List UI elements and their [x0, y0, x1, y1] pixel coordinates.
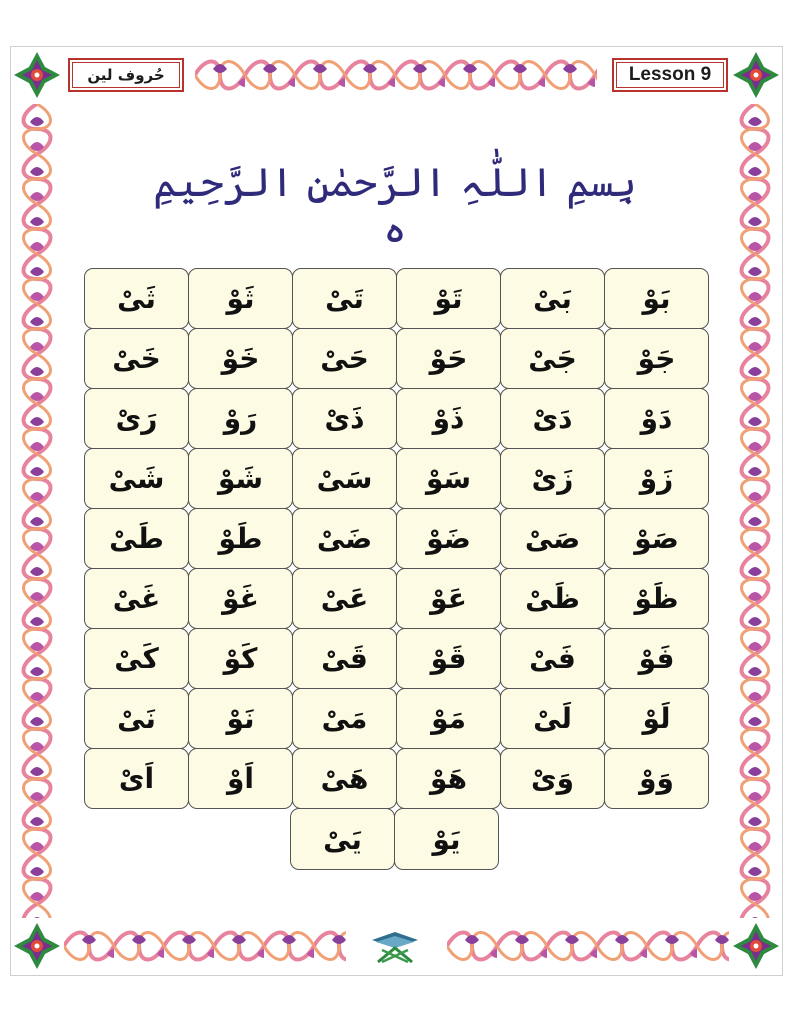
lesson-label-box: [612, 58, 728, 92]
letter-cell: تَیْ: [292, 268, 397, 329]
bottom-right-border-ornament: [447, 926, 729, 966]
letter-cell: ھَوْ: [396, 748, 501, 809]
letter-cell: دَوْ: [604, 388, 709, 449]
letter-cell: عَیْ: [292, 568, 397, 629]
letter-cell: خَیْ: [84, 328, 189, 389]
letter-cell: کَیْ: [84, 628, 189, 689]
letter-cell: فَوْ: [604, 628, 709, 689]
right-border-ornament: [734, 104, 776, 918]
topic-label: حُروف لین: [87, 66, 165, 84]
letter-cell: تَوْ: [396, 268, 501, 329]
letter-cell: ثَیْ: [84, 268, 189, 329]
letter-cell: غَوْ: [188, 568, 293, 629]
letter-cell: کَوْ: [188, 628, 293, 689]
letter-cell: سَیْ: [292, 448, 397, 509]
letter-grid: [82, 268, 708, 808]
letter-grid-last-row: [290, 808, 498, 869]
letter-cell: خَوْ: [188, 328, 293, 389]
letter-cell: جَوْ: [604, 328, 709, 389]
letter-cell: حَوْ: [396, 328, 501, 389]
letter-cell: طَوْ: [188, 508, 293, 569]
letter-cell: ذَیْ: [292, 388, 397, 449]
letter-cell: یَیْ: [290, 808, 395, 870]
letter-cell: شَیْ: [84, 448, 189, 509]
letter-cell: دَیْ: [500, 388, 605, 449]
letter-cell: ظَیْ: [500, 568, 605, 629]
letter-cell: صَیْ: [500, 508, 605, 569]
letter-cell: ظَوْ: [604, 568, 709, 629]
letter-cell: اَوْ: [188, 748, 293, 809]
letter-cell: وَوْ: [604, 748, 709, 809]
letter-cell: زَیْ: [500, 448, 605, 509]
letter-cell: وَیْ: [500, 748, 605, 809]
letter-cell: صَوْ: [604, 508, 709, 569]
topic-label-box: [68, 58, 184, 92]
bottom-left-border-ornament: [64, 926, 346, 966]
letter-cell: غَیْ: [84, 568, 189, 629]
ornament-flower-icon: [731, 921, 781, 971]
letter-cell: شَوْ: [188, 448, 293, 509]
letter-cell: لَوْ: [604, 688, 709, 749]
letter-cell: جَیْ: [500, 328, 605, 389]
quran-logo-icon: [368, 926, 422, 964]
letter-cell: اَیْ: [84, 748, 189, 809]
ornament-flower-icon: [12, 921, 62, 971]
letter-cell: قَیْ: [292, 628, 397, 689]
letter-cell: سَوْ: [396, 448, 501, 509]
letter-cell: قَوْ: [396, 628, 501, 689]
letter-cell: مَوْ: [396, 688, 501, 749]
letter-cell: ھَیْ: [292, 748, 397, 809]
ornament-flower-icon: [12, 50, 62, 100]
letter-cell: فَیْ: [500, 628, 605, 689]
letter-cell: بَوْ: [604, 268, 709, 329]
letter-cell: رَوْ: [188, 388, 293, 449]
letter-cell: ثَوْ: [188, 268, 293, 329]
ornament-flower-icon: [731, 50, 781, 100]
letter-cell: یَوْ: [394, 808, 499, 870]
letter-cell: بَیْ: [500, 268, 605, 329]
letter-cell: رَیْ: [84, 388, 189, 449]
bismillah-heading: بِسمِ اللّٰہِ الرَّحمٰنِ الرَّحِیمِ ہ: [153, 160, 637, 252]
letter-cell: ذَوْ: [396, 388, 501, 449]
letter-cell: حَیْ: [292, 328, 397, 389]
letter-cell: ضَیْ: [292, 508, 397, 569]
letter-cell: ضَوْ: [396, 508, 501, 569]
letter-cell: عَوْ: [396, 568, 501, 629]
letter-cell: نَوْ: [188, 688, 293, 749]
letter-cell: زَوْ: [604, 448, 709, 509]
letter-cell: طَیْ: [84, 508, 189, 569]
lesson-label: Lesson 9: [628, 64, 712, 85]
letter-cell: نَیْ: [84, 688, 189, 749]
letter-cell: لَیْ: [500, 688, 605, 749]
left-border-ornament: [16, 104, 58, 918]
letter-cell: مَیْ: [292, 688, 397, 749]
top-border-ornament: [195, 55, 597, 95]
